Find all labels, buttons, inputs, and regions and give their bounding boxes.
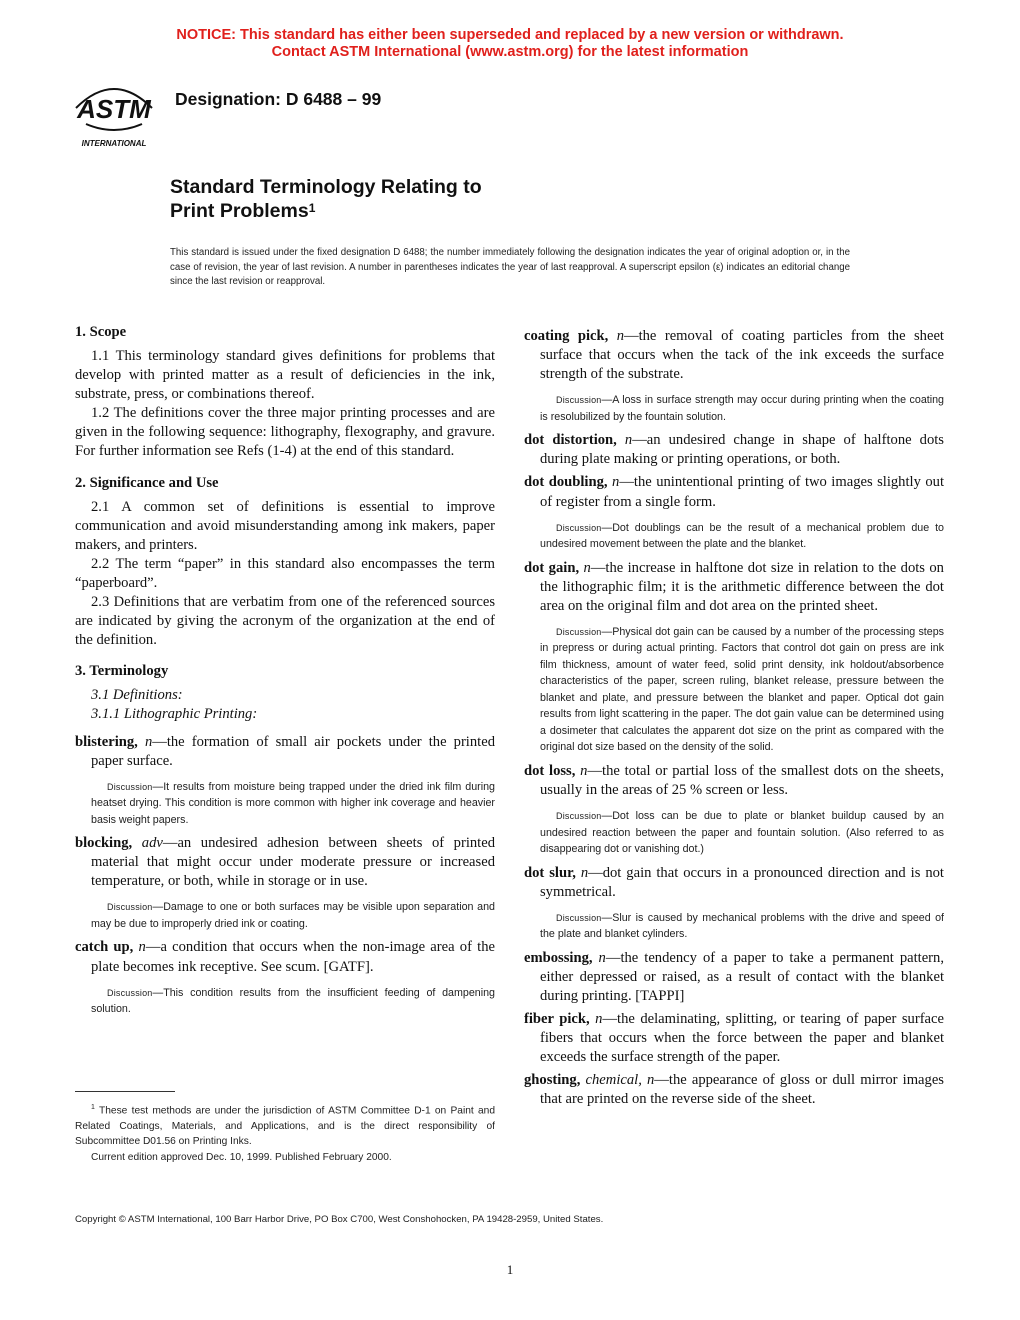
term-part-of-speech: n [624,432,633,449]
footnote-rule [75,1091,175,1092]
term-name: dot gain, [524,559,580,576]
scope-1-2: 1.2 The definitions cover the three major printing processes and are given in the following sequence: lithography, flexography, and gravure. For further information see Refs (1-4) at the end of this standard. [75,405,495,460]
term-definition-text: —an undesired change in shape of halftone dots during plate making or printing operations, or both. [540,432,944,468]
term-definition [75,938,495,976]
discussion-text: —Dot doublings can be the result of a mechanical problem due to undesired movement between the plate and the blanket. [540,521,944,551]
scope-1-1: 1.1 This terminology standard gives definitions for problems that develop with printed matter as a result of deficiencies in the ink, substrate, press, or combinations thereof. [75,348,495,403]
discussion-label: Discussion [556,811,602,822]
discussion-label: Discussion [556,522,602,533]
term-definition [75,834,495,891]
term-part-of-speech: n [580,762,588,779]
term-name: ghosting, [524,1072,581,1089]
term-part-of-speech: n [144,733,153,750]
term-definition [524,949,944,1006]
left-column [75,323,495,1024]
supersede-notice [0,27,1020,61]
discussion-text: —A loss in surface strength may occur during printing when the coating is resolubilized by the fountain solution. [540,394,944,423]
term-3-1: 3.1 Definitions: [91,687,183,704]
document-title [170,175,482,223]
sig-2-3: 2.3 Definitions that are verbatim from one of the referenced sources are indicated by giving the acronym of the organization at the end of the definition. [75,594,495,649]
term-part-of-speech: n [616,328,624,344]
scope-heading: 1. Scope [75,324,127,340]
term-definition [524,1010,944,1067]
term-name: blocking, [75,835,133,852]
term-part-of-speech: chemical, n [585,1072,655,1089]
term-definition-text: —the formation of small air pockets under the printed paper surface. [91,733,495,769]
term-definition [524,327,944,384]
significance-heading: 2. Significance and Use [75,474,219,491]
term-part-of-speech: n [138,939,146,956]
term-discussion [75,985,495,1018]
term-discussion [524,624,944,756]
term-discussion [75,779,495,829]
discussion-text: —This condition results from the insufficient feeding of dampening solution. [91,986,495,1016]
title-line-2: Print Problems [170,200,309,222]
term-discussion [524,392,944,425]
sig-2-1: 2.1 A common set of definitions is essential to improve communication and avoid misunderstanding among ink makers, paper makers, and printers. [75,498,495,553]
term-definition-text: —the increase in halftone dot size in relation to the dots on the lithographic film; it is the arithmetic difference between the dot area on the original film and dot area on the printed sheet. [540,559,944,614]
term-definition [524,864,944,902]
logo-sub: INTERNATIONAL [81,139,147,148]
discussion-label: Discussion [556,912,602,923]
discussion-label: Discussion [107,987,153,998]
notice-line-2: Contact ASTM International (www.astm.org) for the latest information [271,44,749,60]
term-definition [524,762,944,800]
astm-logo [66,78,162,150]
right-terms-list [524,327,944,1110]
term-definition-text: —a condition that occurs when the non-image area of the plate becomes ink receptive. See scum. [GATF]. [91,939,495,975]
term-definition [524,473,944,511]
notice-line-1: NOTICE: This standard has either been superseded and replaced by a new version or withdrawn. [176,27,844,43]
term-name: fiber pick, [524,1011,590,1028]
term-discussion [75,899,495,932]
footnote-text: These test methods are under the jurisdiction of ASTM Committee D-1 on Paint and Related Coatings, Materials, and Applications, and is the direct responsibility of Subcommittee D01.56 on Printing Inks. [75,1105,495,1148]
left-terms-list [75,733,495,1018]
discussion-label: Discussion [556,626,602,637]
discussion-label: Discussion [556,395,602,406]
term-definition [75,733,495,771]
sig-2-2: 2.2 The term “paper” in this standard also encompasses the term “paperboard”. [75,555,495,591]
discussion-label: Discussion [107,902,153,913]
term-name: embossing, [524,949,593,966]
term-name: dot distortion, [524,432,617,449]
term-part-of-speech: n [583,559,591,576]
term-name: dot loss, [524,762,576,779]
term-name: dot doubling, [524,474,608,491]
footnote-approved: Current edition approved Dec. 10, 1999. Published February 2000. [91,1151,392,1163]
term-name: coating pick, [524,328,609,344]
title-footnote-marker: 1 [308,201,316,215]
term-definition-text: —the tendency of a paper to take a permanent pattern, either depressed or raised, as a result of contact with the blanket during printing. [TAPPI] [540,949,944,1004]
discussion-text: —Damage to one or both surfaces may be visible upon separation and may be due to improperly dried ink or coating. [91,901,495,930]
right-column [524,323,944,1110]
copyright: Copyright © ASTM International, 100 Barr Harbor Drive, PO Box C700, West Conshohocken, PA 19428-2959, United States. [75,1214,604,1225]
term-part-of-speech: adv [141,835,163,852]
discussion-text: —Physical dot gain can be caused by a number of the processing steps in prepress or during actual printing. Factors that control dot gain on press are ink film thickness, amount of water feed, solid print density, ink holdout/absorbence characteristics of the paper, screen ruling, blanket release, pressure between the blanket and plate, and pressure between the blanket and paper. Optical dot gain results from light scattering in the paper. The dot gain value can be determined using a dosimeter that calculates the apparent dot size on the print as compared with the original dot size based on the density of the solid. [540,625,944,754]
issue-note: This standard is issued under the fixed designation D 6488; the number immediately following the designation indicates the year of original adoption or, in the case of revision, the year of last revision. A number in parentheses indicates the year of last reapproval. A superscript epsilon (ε) indicates an editorial change since the last revision or reapproval. [170,247,850,287]
term-discussion [524,520,944,553]
term-definition-text: —the total or partial loss of the smallest dots on the sheets, usually in the areas of 25 % screen or less. [540,762,945,799]
term-part-of-speech: n [598,949,606,966]
term-definition-text: —dot gain that occurs in a pronounced direction and is not symmetrical. [540,864,944,900]
page-number: 1 [506,1262,514,1277]
term-part-of-speech: n [580,864,589,881]
term-definition-text: —the delaminating, splitting, or tearing of paper surface fibers that occurs when the force between the paper and blanket exceeds the surface strength of the paper. [540,1011,944,1066]
term-3-1-1: 3.1.1 Lithographic Printing: [91,706,258,723]
term-definition-text: —the removal of coating particles from the sheet surface that occurs when the tack of the ink exceeds the surface strength of the substrate. [540,328,944,383]
terminology-heading: 3. Terminology [75,663,169,680]
term-discussion [524,808,944,858]
discussion-text: —It results from moisture being trapped under the dried ink film during heatset drying. This condition is more common with higher ink coverage and heavier basis weight papers. [91,780,495,826]
term-name: dot slur, [524,864,576,881]
discussion-text: —Dot loss can be due to plate or blanket buildup caused by an undesired reaction between the paper and fountain solution. (Also referred to as disappearing dot or vanishing dot.) [540,810,944,856]
title-line-1: Standard Terminology Relating to [170,176,482,198]
term-discussion [524,910,944,943]
logo-text: ASTM [77,94,151,124]
term-name: catch up, [75,939,134,956]
discussion-text: —Slur is caused by mechanical problems with the drive and speed of the plate and blanket cylinders. [540,911,944,941]
footnote-number: 1 [91,1104,95,1111]
term-definition [524,431,944,469]
term-part-of-speech: n [612,474,620,491]
term-name: blistering, [75,733,138,750]
term-definition [524,1071,944,1109]
term-definition-text: —an undesired adhesion between sheets of printed material that might occur under moderate pressure or increased temperature, or both, while in storage or in use. [91,835,495,890]
term-definition [524,559,944,616]
term-part-of-speech: n [595,1011,603,1028]
designation: Designation: D 6488 – 99 [175,89,382,109]
footnote [75,1100,495,1165]
discussion-label: Discussion [107,781,153,792]
term-definition-text: —the appearance of gloss or dull mirror images that are printed on the reverse side of the sheet. [540,1072,944,1108]
term-definition-text: —the unintentional printing of two images slightly out of register from a single form. [540,474,944,510]
